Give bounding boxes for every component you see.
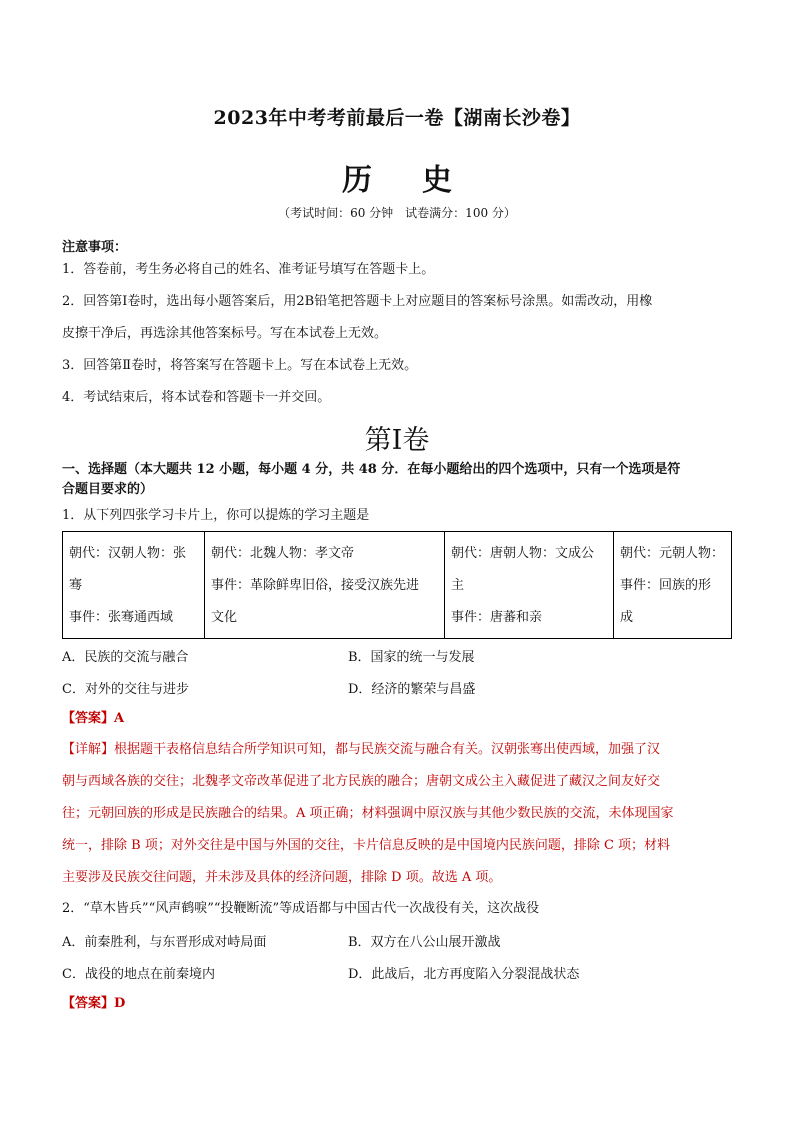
q1-explanation-1: 【详解】根据题干表格信息结合所学知识可知，都与民族交流与融合有关。汉朝张骞出使西域，加强了汉 [62, 742, 661, 757]
card-han: 朝代：汉朝人物：张 骞 事件：张骞通西域 [63, 532, 205, 639]
q2-answer: 【答案】D [62, 996, 126, 1011]
q1-explanation-4: 统一，排除 B 项；对外交往是中国与外国的交往，卡片信息反映的是中国境内民族问题，排除 C 项；材料 [62, 838, 671, 853]
subject-char-1: 历 [342, 163, 372, 198]
q1-option-c: C．对外的交往与进步 [62, 682, 189, 697]
q2-option-c: C．战役的地点在前秦境内 [62, 967, 215, 982]
q2-stem: 2．“草木皆兵”“风声鹤唳”“投鞭断流”等成语都与中国古代一次战役有关，这次战役 [62, 901, 540, 916]
exam-info: （考试时间：60 分钟 试卷满分：100 分） [278, 206, 516, 220]
card-yuan: 朝代：元朝人物： 事件：回族的形 成 [614, 532, 732, 639]
note-item-3: 3．回答第Ⅱ卷时，将答案写在答题卡上。写在本试卷上无效。 [62, 358, 418, 373]
q2-option-a: A．前秦胜利，与东晋形成对峙局面 [62, 935, 267, 950]
note-item-2-cont: 皮擦干净后，再选涂其他答案标号。写在本试卷上无效。 [62, 326, 388, 341]
q1-explanation-3: 往；元朝回族的形成是民族融合的结果。A 项正确；材料强调中原汉族与其他少数民族的交流，未体现国家 [62, 806, 674, 821]
notes-heading: 注意事项： [62, 240, 128, 255]
q1-option-b: B．国家的统一与发展 [348, 650, 475, 665]
note-item-2: 2．回答第Ⅰ卷时，选出每小题答案后，用2B铅笔把答题卡上对应题目的答案标号涂黑。如需改动，用橡 [62, 294, 653, 309]
q2-option-d: D．此战后，北方再度陷入分裂混战状态 [348, 967, 580, 982]
q1-option-a: A．民族的交流与融合 [62, 650, 189, 665]
exam-title: 2023年中考考前最后一卷【湖南长沙卷】 [213, 107, 581, 129]
q1-explanation-2: 朝与西域各族的交往；北魏孝文帝改革促进了北方民族的融合；唐朝文成公主入藏促进了藏汉之间友好交 [62, 774, 661, 789]
note-item-1: 1．答卷前，考生务必将自己的姓名、准考证号填写在答题卡上。 [62, 262, 435, 277]
section-intro-line-1: 一、选择题（本大题共 12 小题，每小题 4 分，共 48 分．在每小题给出的四个选项中，只有一个选项是符 [62, 462, 681, 477]
q1-card-table [62, 531, 732, 639]
subject-title [0, 155, 794, 199]
q1-explanation-5: 主要涉及民族交往问题，并未涉及具体的经济问题，排除 D 项。故选 A 项。 [62, 870, 502, 885]
card-beiwei: 朝代：北魏人物：孝文帝 事件：革除鲜卑旧俗，接受汉族先进 文化 [205, 532, 445, 639]
q1-stem: 1．从下列四张学习卡片上，你可以提炼的学习主题是 [62, 508, 370, 523]
subject-char-2: 史 [422, 163, 452, 198]
section-intro-line-2: 合题目要求的） [62, 482, 154, 497]
q1-answer: 【答案】A [62, 711, 125, 726]
section-title: 第Ⅰ卷 [364, 425, 430, 456]
q1-option-d: D．经济的繁荣与昌盛 [348, 682, 476, 697]
q2-option-b: B．双方在八公山展开激战 [348, 935, 501, 950]
note-item-4: 4．考试结束后，将本试卷和答题卡一并交回。 [62, 390, 331, 405]
card-tang: 朝代：唐朝人物：文成公 主 事件：唐蕃和亲 [445, 532, 614, 639]
